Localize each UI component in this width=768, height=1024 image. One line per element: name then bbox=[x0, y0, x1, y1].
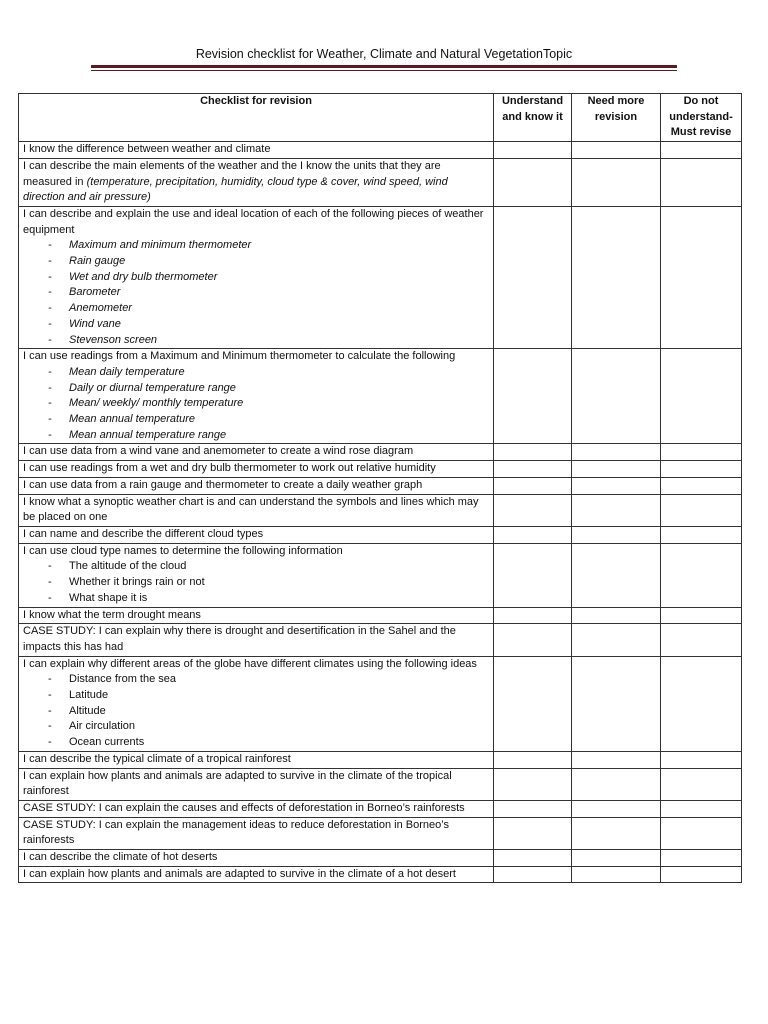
understand-checkbox-cell[interactable] bbox=[494, 768, 572, 800]
checklist-sub-item: - Mean annual temperature range bbox=[23, 428, 489, 444]
revision-checklist-table bbox=[18, 93, 742, 883]
checklist-sub-item: - Mean annual temperature bbox=[23, 412, 489, 428]
do-not-understand-checkbox-cell[interactable] bbox=[661, 656, 742, 751]
checklist-sub-item: - Daily or diurnal temperature range bbox=[23, 381, 489, 397]
understand-checkbox-cell[interactable] bbox=[494, 494, 572, 526]
understand-checkbox-cell[interactable] bbox=[494, 158, 572, 206]
checklist-item-cell bbox=[19, 461, 494, 478]
checklist-item-text: I can use data from a rain gauge and thermometer to create a daily weather graph bbox=[23, 478, 423, 491]
do-not-understand-checkbox-cell[interactable] bbox=[661, 768, 742, 800]
table-row bbox=[19, 751, 742, 768]
checklist-sub-item: - Distance from the sea bbox=[23, 672, 489, 688]
checklist-item-text: I can use cloud type names to determine the following information bbox=[23, 544, 343, 557]
checklist-item-cell bbox=[19, 850, 494, 867]
header-do-not-understand: Do not understand- Must revise bbox=[661, 94, 742, 142]
understand-checkbox-cell[interactable] bbox=[494, 817, 572, 849]
need-more-revision-checkbox-cell[interactable] bbox=[572, 607, 661, 624]
understand-checkbox-cell[interactable] bbox=[494, 543, 572, 607]
checklist-item-cell bbox=[19, 768, 494, 800]
checklist-item-cell bbox=[19, 206, 494, 348]
checklist-sub-list bbox=[23, 365, 489, 444]
do-not-understand-checkbox-cell[interactable] bbox=[661, 494, 742, 526]
need-more-revision-checkbox-cell[interactable] bbox=[572, 624, 661, 656]
understand-checkbox-cell[interactable] bbox=[494, 751, 572, 768]
do-not-understand-checkbox-cell[interactable] bbox=[661, 142, 742, 159]
table-row bbox=[19, 526, 742, 543]
table-row bbox=[19, 866, 742, 883]
table-row bbox=[19, 768, 742, 800]
do-not-understand-checkbox-cell[interactable] bbox=[661, 477, 742, 494]
checklist-sub-list bbox=[23, 238, 489, 348]
checklist-sub-list bbox=[23, 559, 489, 606]
understand-checkbox-cell[interactable] bbox=[494, 461, 572, 478]
checklist-item-text: CASE STUDY: I can explain why there is drought and desertification in the Sahel and the impacts this has had bbox=[23, 625, 456, 653]
do-not-understand-checkbox-cell[interactable] bbox=[661, 607, 742, 624]
checklist-item-cell bbox=[19, 751, 494, 768]
need-more-revision-checkbox-cell[interactable] bbox=[572, 850, 661, 867]
table-row bbox=[19, 142, 742, 159]
need-more-revision-checkbox-cell[interactable] bbox=[572, 142, 661, 159]
checklist-rows bbox=[19, 142, 742, 883]
checklist-sub-item: - Altitude bbox=[23, 704, 489, 720]
checklist-sub-item: - Wet and dry bulb thermometer bbox=[23, 270, 489, 286]
checklist-item-cell bbox=[19, 817, 494, 849]
checklist-sub-item: - Air circulation bbox=[23, 719, 489, 735]
checklist-item-text: I know what the term drought means bbox=[23, 608, 201, 621]
checklist-item-text: I can explain why different areas of the globe have different climates using the following ideas bbox=[23, 657, 477, 670]
checklist-item-text: I can describe and explain the use and ideal location of each of the following pieces of weather equipment bbox=[23, 207, 484, 236]
understand-checkbox-cell[interactable] bbox=[494, 800, 572, 817]
header-checklist: Checklist for revision bbox=[19, 94, 494, 142]
checklist-sub-item: - Mean daily temperature bbox=[23, 365, 489, 381]
understand-checkbox-cell[interactable] bbox=[494, 142, 572, 159]
need-more-revision-checkbox-cell[interactable] bbox=[572, 800, 661, 817]
need-more-revision-checkbox-cell[interactable] bbox=[572, 866, 661, 883]
need-more-revision-checkbox-cell[interactable] bbox=[572, 477, 661, 494]
understand-checkbox-cell[interactable] bbox=[494, 526, 572, 543]
checklist-item-cell bbox=[19, 142, 494, 159]
checklist-sub-item: - Whether it brings rain or not bbox=[23, 575, 489, 591]
do-not-understand-checkbox-cell[interactable] bbox=[661, 526, 742, 543]
understand-checkbox-cell[interactable] bbox=[494, 656, 572, 751]
header-understand: Understand and know it bbox=[494, 94, 572, 142]
do-not-understand-checkbox-cell[interactable] bbox=[661, 624, 742, 656]
do-not-understand-checkbox-cell[interactable] bbox=[661, 866, 742, 883]
header-need-more-revision: Need more revision bbox=[572, 94, 661, 142]
title-rule-thick bbox=[91, 65, 677, 68]
checklist-item-cell bbox=[19, 494, 494, 526]
table-row bbox=[19, 494, 742, 526]
table-row bbox=[19, 624, 742, 656]
need-more-revision-checkbox-cell[interactable] bbox=[572, 817, 661, 849]
checklist-sub-item: - Barometer bbox=[23, 285, 489, 301]
checklist-item-cell bbox=[19, 158, 494, 206]
do-not-understand-checkbox-cell[interactable] bbox=[661, 206, 742, 348]
checklist-sub-list bbox=[23, 672, 489, 751]
checklist-item-cell bbox=[19, 656, 494, 751]
checklist-sub-item: - Wind vane bbox=[23, 317, 489, 333]
checklist-item-text: I can describe the typical climate of a tropical rainforest bbox=[23, 752, 291, 765]
understand-checkbox-cell[interactable] bbox=[494, 349, 572, 444]
checklist-item-cell bbox=[19, 800, 494, 817]
table-row bbox=[19, 607, 742, 624]
checklist-item-text: I can use data from a wind vane and anemometer to create a wind rose diagram bbox=[23, 445, 414, 458]
table-row bbox=[19, 349, 742, 444]
checklist-item-cell bbox=[19, 526, 494, 543]
need-more-revision-checkbox-cell[interactable] bbox=[572, 526, 661, 543]
table-row bbox=[19, 850, 742, 867]
do-not-understand-checkbox-cell[interactable] bbox=[661, 850, 742, 867]
need-more-revision-checkbox-cell[interactable] bbox=[572, 494, 661, 526]
checklist-item-text: I know what a synoptic weather chart is and can understand the symbols and lines which may be placed on one bbox=[23, 495, 479, 524]
understand-checkbox-cell[interactable] bbox=[494, 850, 572, 867]
need-more-revision-checkbox-cell[interactable] bbox=[572, 158, 661, 206]
understand-checkbox-cell[interactable] bbox=[494, 206, 572, 348]
do-not-understand-checkbox-cell[interactable] bbox=[661, 349, 742, 444]
checklist-item-cell bbox=[19, 477, 494, 494]
understand-checkbox-cell[interactable] bbox=[494, 607, 572, 624]
table-row bbox=[19, 800, 742, 817]
need-more-revision-checkbox-cell[interactable] bbox=[572, 543, 661, 607]
header-row bbox=[19, 94, 742, 142]
title-rule-thin bbox=[91, 70, 677, 71]
need-more-revision-checkbox-cell[interactable] bbox=[572, 656, 661, 751]
understand-checkbox-cell[interactable] bbox=[494, 444, 572, 461]
need-more-revision-checkbox-cell[interactable] bbox=[572, 768, 661, 800]
understand-checkbox-cell[interactable] bbox=[494, 624, 572, 656]
checklist-item-cell bbox=[19, 624, 494, 656]
do-not-understand-checkbox-cell[interactable] bbox=[661, 444, 742, 461]
need-more-revision-checkbox-cell[interactable] bbox=[572, 444, 661, 461]
do-not-understand-checkbox-cell[interactable] bbox=[661, 158, 742, 206]
checklist-item-cell bbox=[19, 866, 494, 883]
checklist-item-text: I can use readings from a Maximum and Minimum thermometer to calculate the following bbox=[23, 350, 456, 363]
checklist-sub-item: - What shape it is bbox=[23, 591, 489, 607]
do-not-understand-checkbox-cell[interactable] bbox=[661, 817, 742, 849]
do-not-understand-checkbox-cell[interactable] bbox=[661, 800, 742, 817]
checklist-sub-item: - Latitude bbox=[23, 688, 489, 704]
table-row bbox=[19, 543, 742, 607]
checklist-item-cell bbox=[19, 607, 494, 624]
checklist-item-text: I can name and describe the different cloud types bbox=[23, 527, 264, 540]
checklist-sub-item: - Rain gauge bbox=[23, 254, 489, 270]
need-more-revision-checkbox-cell[interactable] bbox=[572, 751, 661, 768]
need-more-revision-checkbox-cell[interactable] bbox=[572, 349, 661, 444]
checklist-sub-item: - Stevenson screen bbox=[23, 333, 489, 349]
understand-checkbox-cell[interactable] bbox=[494, 477, 572, 494]
checklist-item-text: I can describe the main elements of the weather and the I know the units that they are measured in bbox=[23, 159, 441, 188]
checklist-sub-item: - Anemometer bbox=[23, 301, 489, 317]
need-more-revision-checkbox-cell[interactable] bbox=[572, 461, 661, 478]
do-not-understand-checkbox-cell[interactable] bbox=[661, 461, 742, 478]
table-row bbox=[19, 477, 742, 494]
checklist-item-cell bbox=[19, 444, 494, 461]
checklist-item-text: I can use readings from a wet and dry bulb thermometer to work out relative humidity bbox=[23, 462, 436, 475]
checklist-item-cell bbox=[19, 543, 494, 607]
table-row bbox=[19, 461, 742, 478]
checklist-sub-item: - The altitude of the cloud bbox=[23, 559, 489, 575]
checklist-item-text: CASE STUDY: I can explain the causes and effects of deforestation in Borneo’s rainforests bbox=[23, 801, 465, 814]
checklist-item-text: CASE STUDY: I can explain the management ideas to reduce deforestation in Borneo’s rainforests bbox=[23, 818, 449, 847]
checklist-sub-item: - Mean/ weekly/ monthly temperature bbox=[23, 396, 489, 412]
checklist-item-text: I can explain how plants and animals are adapted to survive in the climate of a hot desert bbox=[23, 867, 456, 880]
checklist-item-text: I can describe the climate of hot deserts bbox=[23, 851, 218, 864]
document-title: Revision checklist for Weather, Climate and Natural VegetationTopic bbox=[195, 47, 573, 61]
checklist-sub-item: - Ocean currents bbox=[23, 735, 489, 751]
checklist-item-text: I know the difference between weather and climate bbox=[23, 143, 271, 156]
table-row bbox=[19, 817, 742, 849]
do-not-understand-checkbox-cell[interactable] bbox=[661, 751, 742, 768]
table-row bbox=[19, 206, 742, 348]
checklist-item-text: I can explain how plants and animals are adapted to survive in the climate of the tropical rainforest bbox=[23, 769, 452, 798]
checklist-item-italic-text: (temperature, precipitation, humidity, cloud type & cover, wind speed, wind direction and air pressure) bbox=[23, 175, 448, 204]
table-row bbox=[19, 444, 742, 461]
table-row bbox=[19, 158, 742, 206]
understand-checkbox-cell[interactable] bbox=[494, 866, 572, 883]
checklist-sub-item: - Maximum and minimum thermometer bbox=[23, 238, 489, 254]
checklist-item-cell bbox=[19, 349, 494, 444]
need-more-revision-checkbox-cell[interactable] bbox=[572, 206, 661, 348]
table-row bbox=[19, 656, 742, 751]
do-not-understand-checkbox-cell[interactable] bbox=[661, 543, 742, 607]
